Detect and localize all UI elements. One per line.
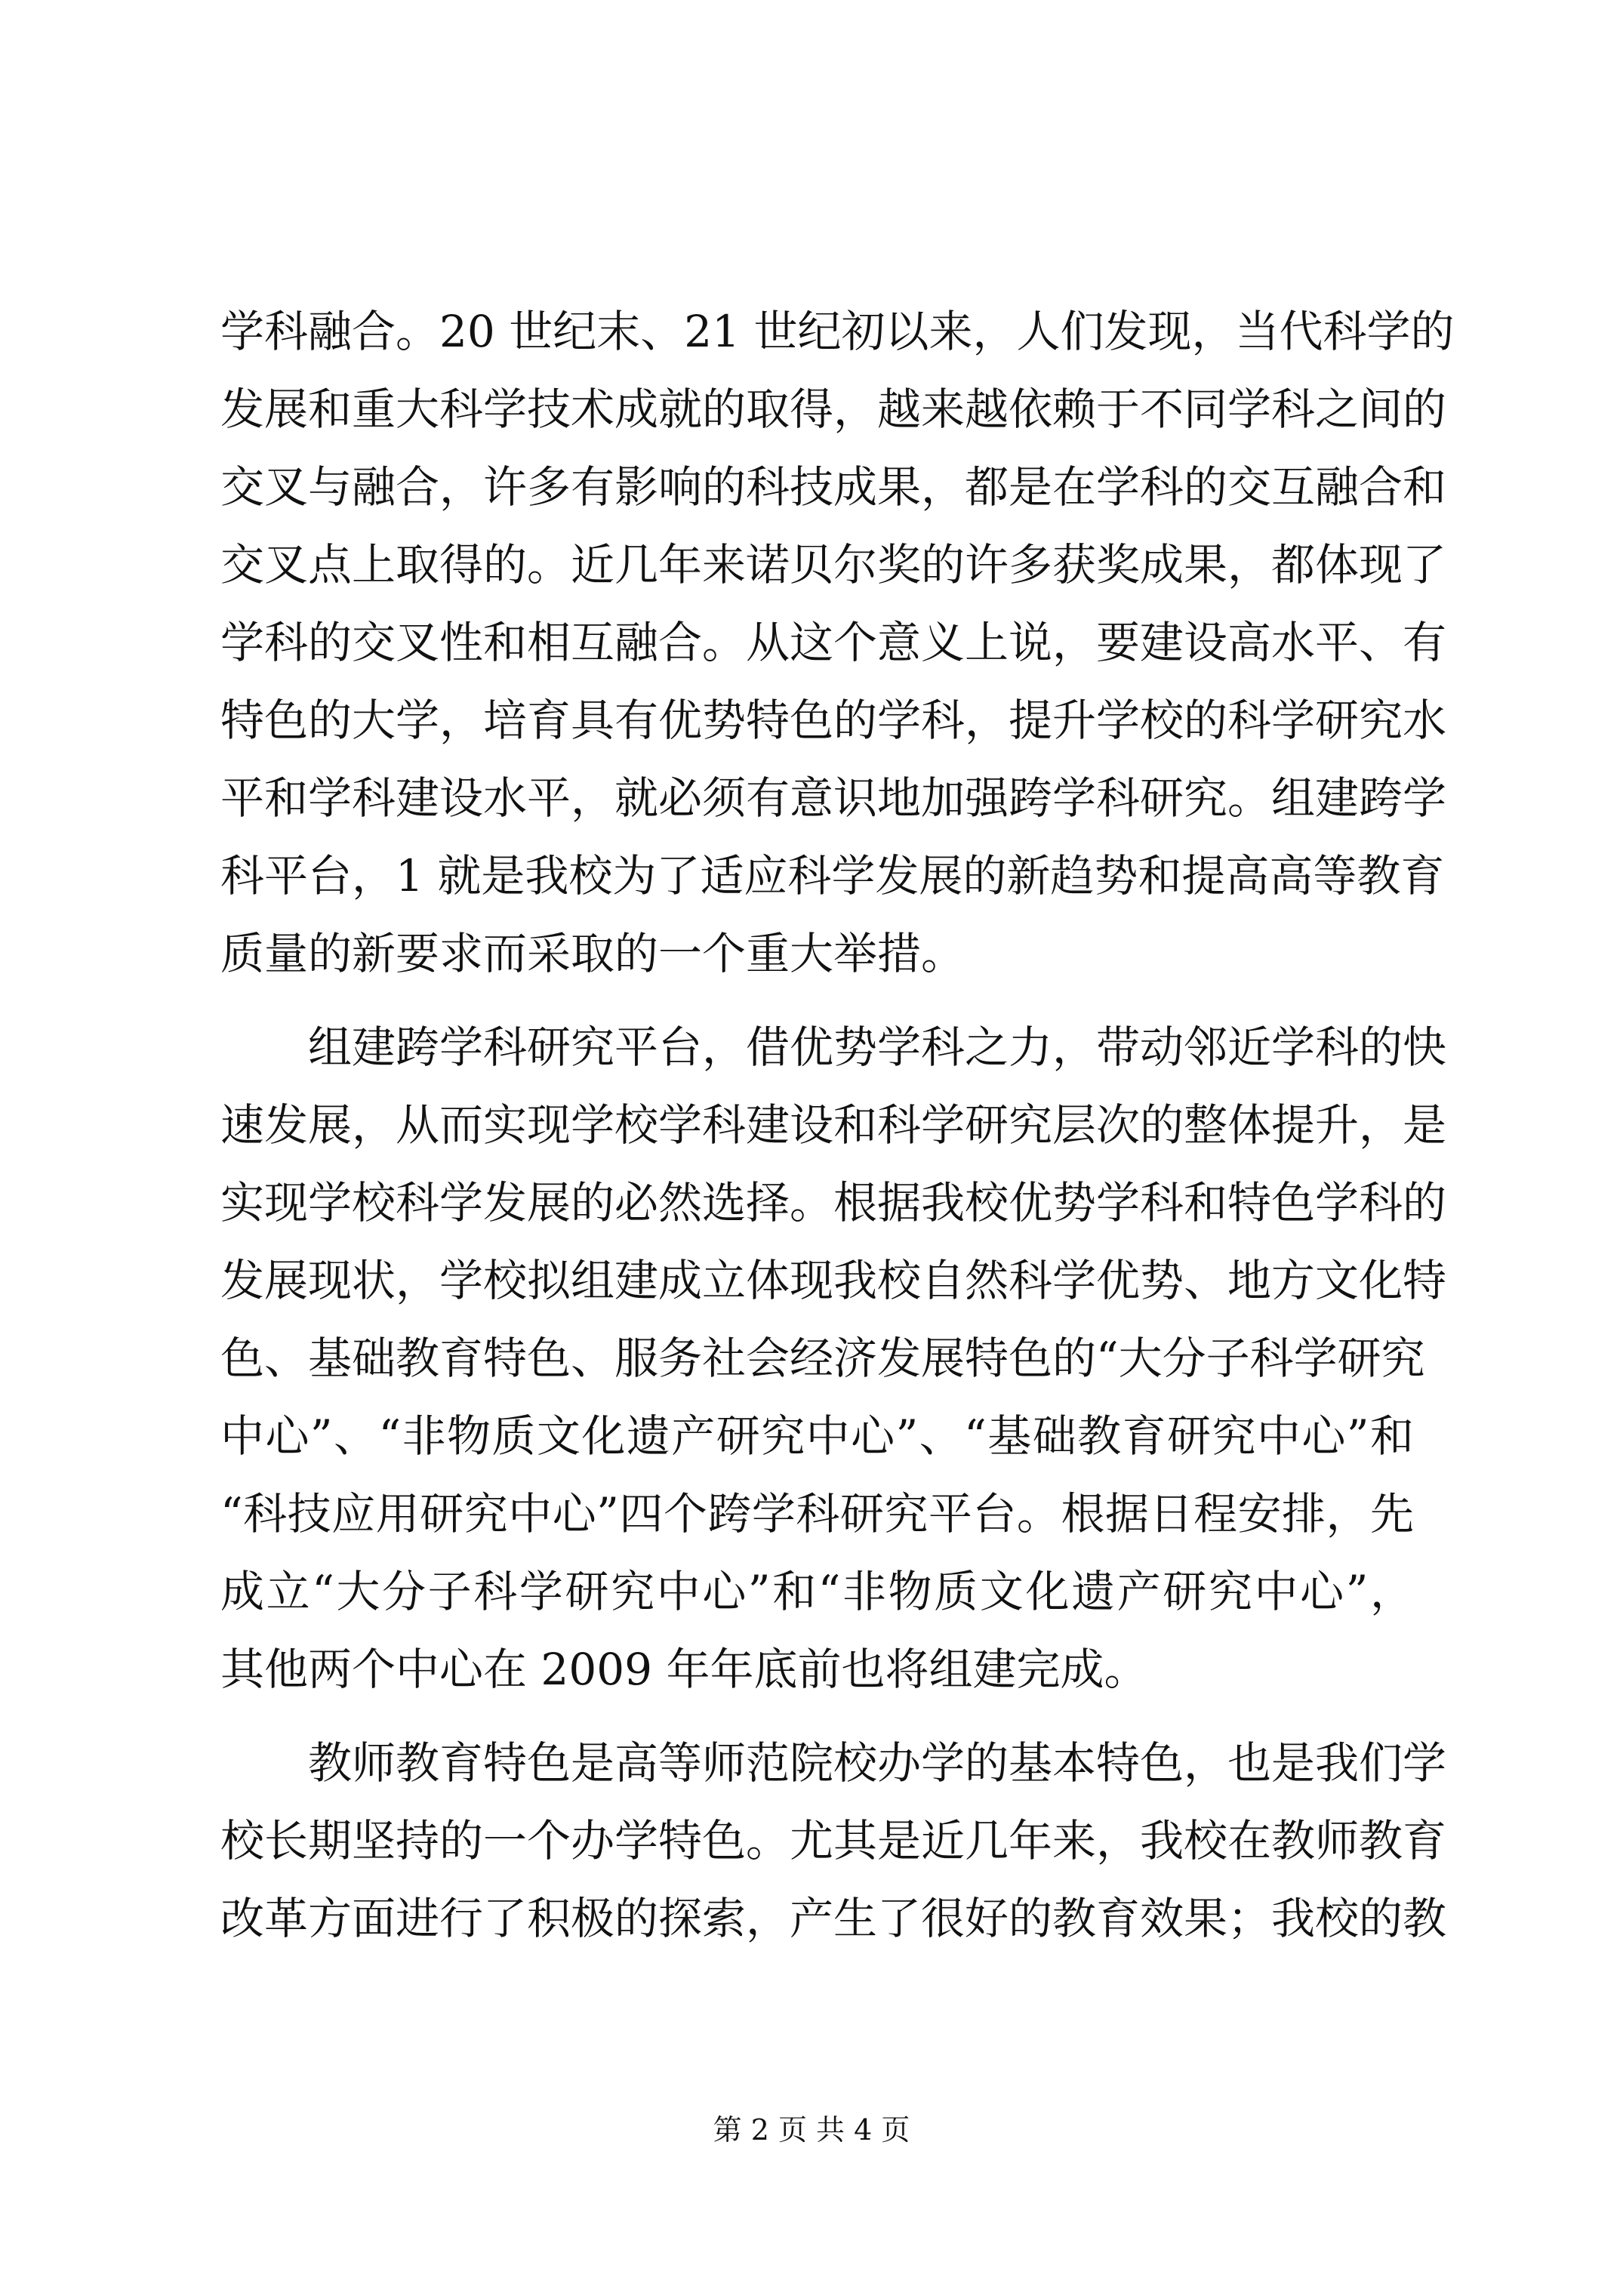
paragraph: [220, 293, 1455, 993]
paragraph-spacer: [220, 993, 1414, 1009]
text-line: 学科的交叉性和相互融合。从这个意义上说，要建设高水平、有: [220, 617, 1447, 668]
text-line: 发展和重大科学技术成就的取得，越来越依赖于不同学科之间的: [220, 384, 1447, 435]
document-body: [220, 293, 1455, 1958]
text-line: 交叉点上取得的。近几年来诺贝尔奖的许多获奖成果，都体现了: [220, 539, 1447, 590]
text-line: 速发展，从而实现学校学科建设和科学研究层次的整体提升，是: [220, 1099, 1447, 1151]
text-line: 改革方面进行了积极的探索，产生了很好的教育效果；我校的教: [220, 1893, 1447, 1944]
text-line: 交叉与融合，许多有影响的科技成果，都是在学科的交互融合和: [220, 461, 1447, 513]
text-line: 实现学校科学发展的必然选择。根据我校优势学科和特色学科的: [220, 1177, 1447, 1228]
text-line: 成立“大分子科学研究中心”和“非物质文化遗产研究中心”，: [220, 1566, 1414, 1617]
text-line: 色、基础教育特色、服务社会经济发展特色的“大分子科学研究: [220, 1333, 1425, 1384]
text-line: 其他两个中心在 2009 年年底前也将组建完成。: [220, 1644, 1148, 1695]
text-line: 校长期坚持的一个办学特色。尤其是近几年来，我校在教师教育: [220, 1815, 1447, 1866]
text-line: 组建跨学科研究平台，借优势学科之力，带动邻近学科的快: [220, 1022, 1447, 1073]
paragraph: [220, 1009, 1447, 1709]
text-line: “科技应用研究中心”四个跨学科研究平台。根据日程安排，先: [220, 1488, 1414, 1539]
text-line: 特色的大学，培育具有优势特色的学科，提升学校的科学研究水: [220, 695, 1447, 746]
text-line: 科平台，1 就是我校为了适应科学发展的新趋势和提高高等教育: [220, 850, 1445, 901]
text-line: 平和学科建设水平，就必须有意识地加强跨学科研究。组建跨学: [220, 772, 1447, 824]
text-line: 质量的新要求而采取的一个重大举措。: [220, 928, 965, 979]
text-line: 发展现状，学校拟组建成立体现我校自然科学优势、地方文化特: [220, 1255, 1447, 1306]
text-line: 学科融合。20 世纪末、21 世纪初以来，人们发现，当代科学的: [220, 306, 1455, 357]
page-footer: [0, 2111, 1623, 2149]
paragraph: [220, 1724, 1447, 1958]
text-line: 教师教育特色是高等师范院校办学的基本特色，也是我们学: [220, 1737, 1447, 1789]
paragraph-spacer: [220, 1709, 1414, 1724]
page-number: 第 2 页 共 4 页: [713, 2113, 910, 2147]
text-line: 中心”、“非物质文化遗产研究中心”、“基础教育研究中心”和: [220, 1410, 1414, 1462]
